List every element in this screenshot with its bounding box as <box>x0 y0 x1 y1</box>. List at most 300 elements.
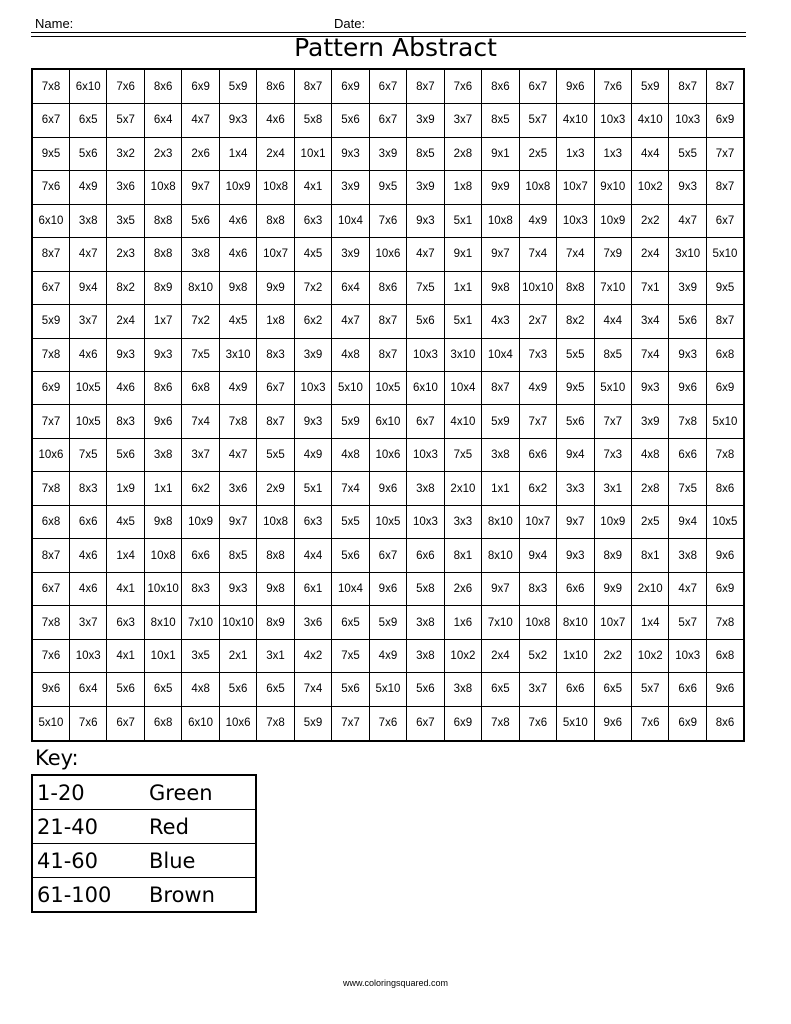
grid-cell[interactable]: 3x1 <box>257 639 294 672</box>
grid-cell[interactable]: 7x7 <box>32 405 69 438</box>
grid-cell[interactable]: 6x7 <box>519 69 556 104</box>
grid-cell[interactable]: 9x4 <box>69 271 106 304</box>
grid-cell[interactable]: 4x3 <box>482 305 519 338</box>
grid-cell[interactable]: 7x6 <box>632 706 669 741</box>
grid-cell[interactable]: 3x8 <box>144 438 181 471</box>
grid-cell[interactable]: 1x7 <box>144 305 181 338</box>
grid-cell[interactable]: 8x3 <box>257 338 294 371</box>
grid-cell[interactable]: 9x7 <box>557 505 594 538</box>
grid-cell[interactable]: 2x5 <box>632 505 669 538</box>
grid-cell[interactable]: 9x3 <box>332 137 369 170</box>
grid-cell[interactable]: 9x6 <box>557 69 594 104</box>
grid-cell[interactable]: 7x8 <box>669 405 706 438</box>
grid-cell[interactable]: 4x7 <box>332 305 369 338</box>
grid-cell[interactable]: 1x3 <box>557 137 594 170</box>
grid-cell[interactable]: 9x5 <box>706 271 744 304</box>
grid-cell[interactable]: 6x8 <box>32 505 69 538</box>
grid-cell[interactable]: 7x8 <box>706 438 744 471</box>
grid-cell[interactable]: 10x1 <box>144 639 181 672</box>
grid-cell[interactable]: 10x9 <box>594 505 631 538</box>
grid-cell[interactable]: 9x6 <box>706 673 744 706</box>
grid-cell[interactable]: 6x8 <box>706 338 744 371</box>
grid-cell[interactable]: 3x6 <box>107 171 144 204</box>
grid-cell[interactable]: 10x5 <box>69 405 106 438</box>
grid-cell[interactable]: 4x7 <box>69 238 106 271</box>
grid-cell[interactable]: 3x5 <box>107 204 144 237</box>
grid-cell[interactable]: 1x1 <box>444 271 481 304</box>
grid-cell[interactable]: 9x8 <box>257 572 294 605</box>
grid-cell[interactable]: 10x3 <box>294 372 331 405</box>
grid-cell[interactable]: 4x4 <box>294 539 331 572</box>
grid-cell[interactable]: 6x6 <box>557 673 594 706</box>
grid-cell[interactable]: 10x2 <box>632 639 669 672</box>
grid-cell[interactable]: 4x7 <box>669 572 706 605</box>
grid-cell[interactable]: 2x5 <box>519 137 556 170</box>
grid-cell[interactable]: 8x7 <box>706 305 744 338</box>
grid-cell[interactable]: 2x6 <box>182 137 219 170</box>
grid-cell[interactable]: 2x4 <box>257 137 294 170</box>
grid-cell[interactable]: 4x6 <box>219 204 256 237</box>
grid-cell[interactable]: 5x6 <box>69 137 106 170</box>
grid-cell[interactable]: 9x6 <box>369 572 406 605</box>
grid-cell[interactable]: 10x1 <box>294 137 331 170</box>
grid-cell[interactable]: 3x9 <box>332 238 369 271</box>
grid-cell[interactable]: 10x7 <box>257 238 294 271</box>
grid-cell[interactable]: 4x9 <box>369 639 406 672</box>
grid-cell[interactable]: 10x5 <box>69 372 106 405</box>
grid-cell[interactable]: 9x9 <box>594 572 631 605</box>
grid-cell[interactable]: 5x9 <box>482 405 519 438</box>
grid-cell[interactable]: 9x4 <box>669 505 706 538</box>
grid-cell[interactable]: 9x3 <box>407 204 444 237</box>
grid-cell[interactable]: 4x5 <box>107 505 144 538</box>
grid-cell[interactable]: 5x8 <box>407 572 444 605</box>
grid-cell[interactable]: 4x4 <box>594 305 631 338</box>
grid-cell[interactable]: 7x8 <box>32 338 69 371</box>
grid-cell[interactable]: 8x6 <box>706 706 744 741</box>
grid-cell[interactable]: 8x10 <box>482 505 519 538</box>
grid-cell[interactable]: 8x1 <box>632 539 669 572</box>
grid-cell[interactable]: 6x2 <box>182 472 219 505</box>
grid-cell[interactable]: 7x9 <box>594 238 631 271</box>
grid-cell[interactable]: 8x5 <box>594 338 631 371</box>
grid-cell[interactable]: 3x2 <box>107 137 144 170</box>
grid-cell[interactable]: 4x8 <box>182 673 219 706</box>
grid-cell[interactable]: 3x7 <box>69 305 106 338</box>
grid-cell[interactable]: 10x7 <box>594 606 631 639</box>
grid-cell[interactable]: 2x2 <box>594 639 631 672</box>
grid-cell[interactable]: 6x6 <box>519 438 556 471</box>
grid-cell[interactable]: 6x6 <box>557 572 594 605</box>
grid-cell[interactable]: 9x6 <box>32 673 69 706</box>
grid-cell[interactable]: 9x6 <box>594 706 631 741</box>
grid-cell[interactable]: 2x10 <box>444 472 481 505</box>
grid-cell[interactable]: 10x7 <box>519 505 556 538</box>
grid-cell[interactable]: 8x6 <box>257 69 294 104</box>
grid-cell[interactable]: 9x6 <box>369 472 406 505</box>
grid-cell[interactable]: 3x8 <box>669 539 706 572</box>
grid-cell[interactable]: 7x8 <box>482 706 519 741</box>
grid-cell[interactable]: 7x5 <box>182 338 219 371</box>
grid-cell[interactable]: 8x1 <box>444 539 481 572</box>
grid-cell[interactable]: 7x4 <box>182 405 219 438</box>
grid-cell[interactable]: 6x4 <box>144 104 181 137</box>
grid-cell[interactable]: 10x2 <box>444 639 481 672</box>
grid-cell[interactable]: 7x7 <box>332 706 369 741</box>
grid-cell[interactable]: 6x9 <box>706 104 744 137</box>
grid-cell[interactable]: 2x8 <box>632 472 669 505</box>
grid-cell[interactable]: 5x10 <box>332 372 369 405</box>
grid-cell[interactable]: 5x5 <box>669 137 706 170</box>
grid-cell[interactable]: 3x5 <box>182 639 219 672</box>
grid-cell[interactable]: 8x2 <box>557 305 594 338</box>
grid-cell[interactable]: 7x6 <box>369 706 406 741</box>
grid-cell[interactable]: 10x3 <box>669 639 706 672</box>
grid-cell[interactable]: 8x8 <box>257 539 294 572</box>
grid-cell[interactable]: 9x3 <box>144 338 181 371</box>
grid-cell[interactable]: 10x4 <box>482 338 519 371</box>
grid-cell[interactable]: 2x1 <box>219 639 256 672</box>
grid-cell[interactable]: 9x8 <box>482 271 519 304</box>
grid-cell[interactable]: 3x7 <box>519 673 556 706</box>
grid-cell[interactable]: 7x5 <box>332 639 369 672</box>
grid-cell[interactable]: 7x4 <box>294 673 331 706</box>
grid-cell[interactable]: 7x10 <box>182 606 219 639</box>
grid-cell[interactable]: 5x7 <box>519 104 556 137</box>
grid-cell[interactable]: 7x4 <box>632 338 669 371</box>
grid-cell[interactable]: 5x10 <box>706 238 744 271</box>
grid-cell[interactable]: 5x6 <box>407 673 444 706</box>
grid-cell[interactable]: 8x7 <box>32 539 69 572</box>
grid-cell[interactable]: 7x10 <box>594 271 631 304</box>
grid-cell[interactable]: 9x3 <box>219 572 256 605</box>
grid-cell[interactable]: 10x4 <box>444 372 481 405</box>
grid-cell[interactable]: 8x5 <box>482 104 519 137</box>
grid-cell[interactable]: 8x8 <box>144 238 181 271</box>
grid-cell[interactable]: 10x4 <box>332 204 369 237</box>
grid-cell[interactable]: 6x7 <box>369 104 406 137</box>
grid-cell[interactable]: 6x6 <box>69 505 106 538</box>
grid-cell[interactable]: 4x8 <box>332 338 369 371</box>
grid-cell[interactable]: 5x6 <box>332 104 369 137</box>
grid-cell[interactable]: 8x10 <box>557 606 594 639</box>
grid-cell[interactable]: 5x10 <box>706 405 744 438</box>
grid-cell[interactable]: 5x7 <box>107 104 144 137</box>
grid-cell[interactable]: 1x1 <box>482 472 519 505</box>
grid-cell[interactable]: 6x10 <box>369 405 406 438</box>
grid-cell[interactable]: 6x9 <box>706 372 744 405</box>
grid-cell[interactable]: 9x10 <box>594 171 631 204</box>
grid-cell[interactable]: 8x8 <box>257 204 294 237</box>
grid-cell[interactable]: 8x7 <box>257 405 294 438</box>
grid-cell[interactable]: 7x8 <box>706 606 744 639</box>
grid-cell[interactable]: 4x10 <box>632 104 669 137</box>
grid-cell[interactable]: 2x2 <box>632 204 669 237</box>
grid-cell[interactable]: 5x10 <box>557 706 594 741</box>
grid-cell[interactable]: 5x5 <box>332 505 369 538</box>
grid-cell[interactable]: 5x6 <box>107 438 144 471</box>
grid-cell[interactable]: 8x3 <box>519 572 556 605</box>
grid-cell[interactable]: 2x4 <box>482 639 519 672</box>
grid-cell[interactable]: 1x3 <box>594 137 631 170</box>
grid-cell[interactable]: 5x9 <box>632 69 669 104</box>
grid-cell[interactable]: 7x6 <box>107 69 144 104</box>
grid-cell[interactable]: 3x8 <box>482 438 519 471</box>
grid-cell[interactable]: 9x5 <box>32 137 69 170</box>
grid-cell[interactable]: 9x3 <box>557 539 594 572</box>
grid-cell[interactable]: 3x3 <box>557 472 594 505</box>
grid-cell[interactable]: 5x6 <box>107 673 144 706</box>
grid-cell[interactable]: 10x9 <box>594 204 631 237</box>
grid-cell[interactable]: 8x6 <box>482 69 519 104</box>
grid-cell[interactable]: 4x4 <box>632 137 669 170</box>
grid-cell[interactable]: 4x2 <box>294 639 331 672</box>
grid-cell[interactable]: 8x10 <box>182 271 219 304</box>
grid-cell[interactable]: 7x6 <box>444 69 481 104</box>
grid-cell[interactable]: 2x7 <box>519 305 556 338</box>
grid-cell[interactable]: 8x7 <box>669 69 706 104</box>
grid-cell[interactable]: 7x5 <box>69 438 106 471</box>
grid-cell[interactable]: 7x4 <box>519 238 556 271</box>
grid-cell[interactable]: 7x3 <box>594 438 631 471</box>
grid-cell[interactable]: 5x8 <box>294 104 331 137</box>
grid-cell[interactable]: 4x9 <box>519 204 556 237</box>
grid-cell[interactable]: 7x4 <box>557 238 594 271</box>
grid-cell[interactable]: 7x6 <box>369 204 406 237</box>
grid-cell[interactable]: 4x9 <box>294 438 331 471</box>
grid-cell[interactable]: 8x3 <box>107 405 144 438</box>
grid-cell[interactable]: 1x8 <box>444 171 481 204</box>
grid-cell[interactable]: 8x7 <box>369 305 406 338</box>
grid-cell[interactable]: 4x10 <box>444 405 481 438</box>
grid-cell[interactable]: 10x6 <box>369 238 406 271</box>
grid-cell[interactable]: 8x6 <box>706 472 744 505</box>
grid-cell[interactable]: 7x8 <box>32 606 69 639</box>
grid-cell[interactable]: 3x9 <box>632 405 669 438</box>
grid-cell[interactable]: 3x3 <box>444 505 481 538</box>
grid-cell[interactable]: 5x6 <box>669 305 706 338</box>
grid-cell[interactable]: 10x5 <box>369 372 406 405</box>
grid-cell[interactable]: 8x7 <box>32 238 69 271</box>
grid-cell[interactable]: 3x6 <box>219 472 256 505</box>
grid-cell[interactable]: 6x9 <box>444 706 481 741</box>
grid-cell[interactable]: 6x6 <box>182 539 219 572</box>
grid-cell[interactable]: 9x5 <box>369 171 406 204</box>
grid-cell[interactable]: 6x7 <box>32 271 69 304</box>
grid-cell[interactable]: 8x7 <box>407 69 444 104</box>
grid-cell[interactable]: 6x5 <box>144 673 181 706</box>
grid-cell[interactable]: 4x1 <box>107 639 144 672</box>
grid-cell[interactable]: 4x8 <box>632 438 669 471</box>
grid-cell[interactable]: 5x7 <box>632 673 669 706</box>
grid-cell[interactable]: 10x3 <box>69 639 106 672</box>
grid-cell[interactable]: 7x6 <box>594 69 631 104</box>
grid-cell[interactable]: 6x3 <box>107 606 144 639</box>
grid-cell[interactable]: 4x9 <box>219 372 256 405</box>
grid-cell[interactable]: 6x7 <box>257 372 294 405</box>
grid-cell[interactable]: 6x7 <box>369 69 406 104</box>
grid-cell[interactable]: 10x6 <box>219 706 256 741</box>
grid-cell[interactable]: 4x8 <box>332 438 369 471</box>
grid-cell[interactable]: 6x10 <box>182 706 219 741</box>
grid-cell[interactable]: 3x9 <box>369 137 406 170</box>
grid-cell[interactable]: 3x6 <box>294 606 331 639</box>
grid-cell[interactable]: 8x2 <box>107 271 144 304</box>
grid-cell[interactable]: 10x7 <box>557 171 594 204</box>
grid-cell[interactable]: 5x7 <box>669 606 706 639</box>
grid-cell[interactable]: 5x9 <box>219 69 256 104</box>
grid-cell[interactable]: 2x6 <box>444 572 481 605</box>
grid-cell[interactable]: 6x4 <box>332 271 369 304</box>
grid-cell[interactable]: 3x8 <box>182 238 219 271</box>
grid-cell[interactable]: 5x6 <box>557 405 594 438</box>
grid-cell[interactable]: 6x6 <box>669 438 706 471</box>
grid-cell[interactable]: 5x10 <box>32 706 69 741</box>
grid-cell[interactable]: 9x5 <box>557 372 594 405</box>
grid-cell[interactable]: 6x7 <box>407 405 444 438</box>
grid-cell[interactable]: 6x2 <box>294 305 331 338</box>
grid-cell[interactable]: 10x6 <box>32 438 69 471</box>
grid-cell[interactable]: 4x7 <box>182 104 219 137</box>
grid-cell[interactable]: 10x9 <box>219 171 256 204</box>
grid-cell[interactable]: 9x7 <box>482 572 519 605</box>
grid-cell[interactable]: 9x8 <box>219 271 256 304</box>
grid-cell[interactable]: 5x6 <box>332 673 369 706</box>
grid-cell[interactable]: 7x6 <box>69 706 106 741</box>
grid-cell[interactable]: 4x6 <box>257 104 294 137</box>
grid-cell[interactable]: 4x7 <box>219 438 256 471</box>
grid-cell[interactable]: 7x2 <box>182 305 219 338</box>
grid-cell[interactable]: 7x6 <box>32 171 69 204</box>
grid-cell[interactable]: 7x8 <box>32 69 69 104</box>
grid-cell[interactable]: 9x7 <box>482 238 519 271</box>
grid-cell[interactable]: 6x9 <box>182 69 219 104</box>
grid-cell[interactable]: 8x7 <box>482 372 519 405</box>
grid-cell[interactable]: 3x7 <box>69 606 106 639</box>
grid-cell[interactable]: 1x4 <box>107 539 144 572</box>
grid-cell[interactable]: 5x9 <box>294 706 331 741</box>
grid-cell[interactable]: 8x7 <box>369 338 406 371</box>
grid-cell[interactable]: 10x10 <box>219 606 256 639</box>
grid-cell[interactable]: 9x4 <box>557 438 594 471</box>
grid-cell[interactable]: 2x4 <box>107 305 144 338</box>
grid-cell[interactable]: 10x5 <box>706 505 744 538</box>
grid-cell[interactable]: 9x6 <box>706 539 744 572</box>
grid-cell[interactable]: 9x7 <box>182 171 219 204</box>
grid-cell[interactable]: 1x4 <box>632 606 669 639</box>
grid-cell[interactable]: 3x8 <box>407 606 444 639</box>
grid-cell[interactable]: 2x9 <box>257 472 294 505</box>
grid-cell[interactable]: 9x1 <box>482 137 519 170</box>
grid-cell[interactable]: 6x5 <box>69 104 106 137</box>
grid-cell[interactable]: 2x8 <box>444 137 481 170</box>
grid-cell[interactable]: 9x3 <box>669 338 706 371</box>
grid-cell[interactable]: 4x1 <box>294 171 331 204</box>
grid-cell[interactable]: 4x6 <box>69 539 106 572</box>
grid-cell[interactable]: 2x3 <box>144 137 181 170</box>
grid-cell[interactable]: 6x10 <box>407 372 444 405</box>
grid-cell[interactable]: 8x3 <box>69 472 106 505</box>
grid-cell[interactable]: 5x6 <box>182 204 219 237</box>
grid-cell[interactable]: 4x6 <box>69 572 106 605</box>
grid-cell[interactable]: 5x5 <box>557 338 594 371</box>
grid-cell[interactable]: 5x9 <box>32 305 69 338</box>
grid-cell[interactable]: 7x6 <box>32 639 69 672</box>
grid-cell[interactable]: 9x4 <box>519 539 556 572</box>
grid-cell[interactable]: 3x8 <box>407 472 444 505</box>
grid-cell[interactable]: 8x6 <box>144 372 181 405</box>
grid-cell[interactable]: 6x8 <box>182 372 219 405</box>
grid-cell[interactable]: 7x5 <box>444 438 481 471</box>
grid-cell[interactable]: 9x3 <box>669 171 706 204</box>
grid-cell[interactable]: 4x6 <box>219 238 256 271</box>
grid-cell[interactable]: 5x6 <box>407 305 444 338</box>
grid-cell[interactable]: 4x9 <box>519 372 556 405</box>
grid-cell[interactable]: 4x10 <box>557 104 594 137</box>
grid-cell[interactable]: 7x7 <box>519 405 556 438</box>
grid-cell[interactable]: 10x3 <box>594 104 631 137</box>
grid-cell[interactable]: 5x10 <box>369 673 406 706</box>
grid-cell[interactable]: 7x10 <box>482 606 519 639</box>
grid-cell[interactable]: 1x1 <box>144 472 181 505</box>
grid-cell[interactable]: 7x5 <box>669 472 706 505</box>
grid-cell[interactable]: 7x7 <box>706 137 744 170</box>
grid-cell[interactable]: 8x9 <box>257 606 294 639</box>
grid-cell[interactable]: 3x8 <box>407 639 444 672</box>
grid-cell[interactable]: 6x4 <box>69 673 106 706</box>
grid-cell[interactable]: 9x7 <box>219 505 256 538</box>
grid-cell[interactable]: 8x5 <box>407 137 444 170</box>
grid-cell[interactable]: 5x1 <box>444 204 481 237</box>
grid-cell[interactable]: 9x6 <box>144 405 181 438</box>
grid-cell[interactable]: 1x6 <box>444 606 481 639</box>
grid-cell[interactable]: 10x8 <box>144 539 181 572</box>
grid-cell[interactable]: 9x3 <box>107 338 144 371</box>
grid-cell[interactable]: 1x8 <box>257 305 294 338</box>
grid-cell[interactable]: 8x7 <box>294 69 331 104</box>
grid-cell[interactable]: 8x9 <box>594 539 631 572</box>
grid-cell[interactable]: 8x8 <box>144 204 181 237</box>
grid-cell[interactable]: 8x8 <box>557 271 594 304</box>
grid-cell[interactable]: 9x1 <box>444 238 481 271</box>
grid-cell[interactable]: 6x3 <box>294 204 331 237</box>
grid-cell[interactable]: 7x6 <box>519 706 556 741</box>
grid-cell[interactable]: 7x8 <box>257 706 294 741</box>
grid-cell[interactable]: 9x3 <box>294 405 331 438</box>
grid-cell[interactable]: 9x3 <box>632 372 669 405</box>
grid-cell[interactable]: 8x9 <box>144 271 181 304</box>
grid-cell[interactable]: 6x5 <box>332 606 369 639</box>
grid-cell[interactable]: 1x9 <box>107 472 144 505</box>
grid-cell[interactable]: 9x9 <box>257 271 294 304</box>
grid-cell[interactable]: 3x7 <box>182 438 219 471</box>
grid-cell[interactable]: 4x7 <box>669 204 706 237</box>
grid-cell[interactable]: 10x8 <box>519 606 556 639</box>
grid-cell[interactable]: 10x8 <box>519 171 556 204</box>
grid-cell[interactable]: 7x7 <box>594 405 631 438</box>
grid-cell[interactable]: 3x8 <box>69 204 106 237</box>
grid-cell[interactable]: 8x6 <box>144 69 181 104</box>
grid-cell[interactable]: 4x6 <box>69 338 106 371</box>
grid-cell[interactable]: 4x7 <box>407 238 444 271</box>
grid-cell[interactable]: 6x10 <box>69 69 106 104</box>
grid-cell[interactable]: 6x6 <box>669 673 706 706</box>
grid-cell[interactable]: 7x2 <box>294 271 331 304</box>
grid-cell[interactable]: 3x9 <box>294 338 331 371</box>
grid-cell[interactable]: 7x3 <box>519 338 556 371</box>
grid-cell[interactable]: 4x1 <box>107 572 144 605</box>
grid-cell[interactable]: 3x10 <box>444 338 481 371</box>
